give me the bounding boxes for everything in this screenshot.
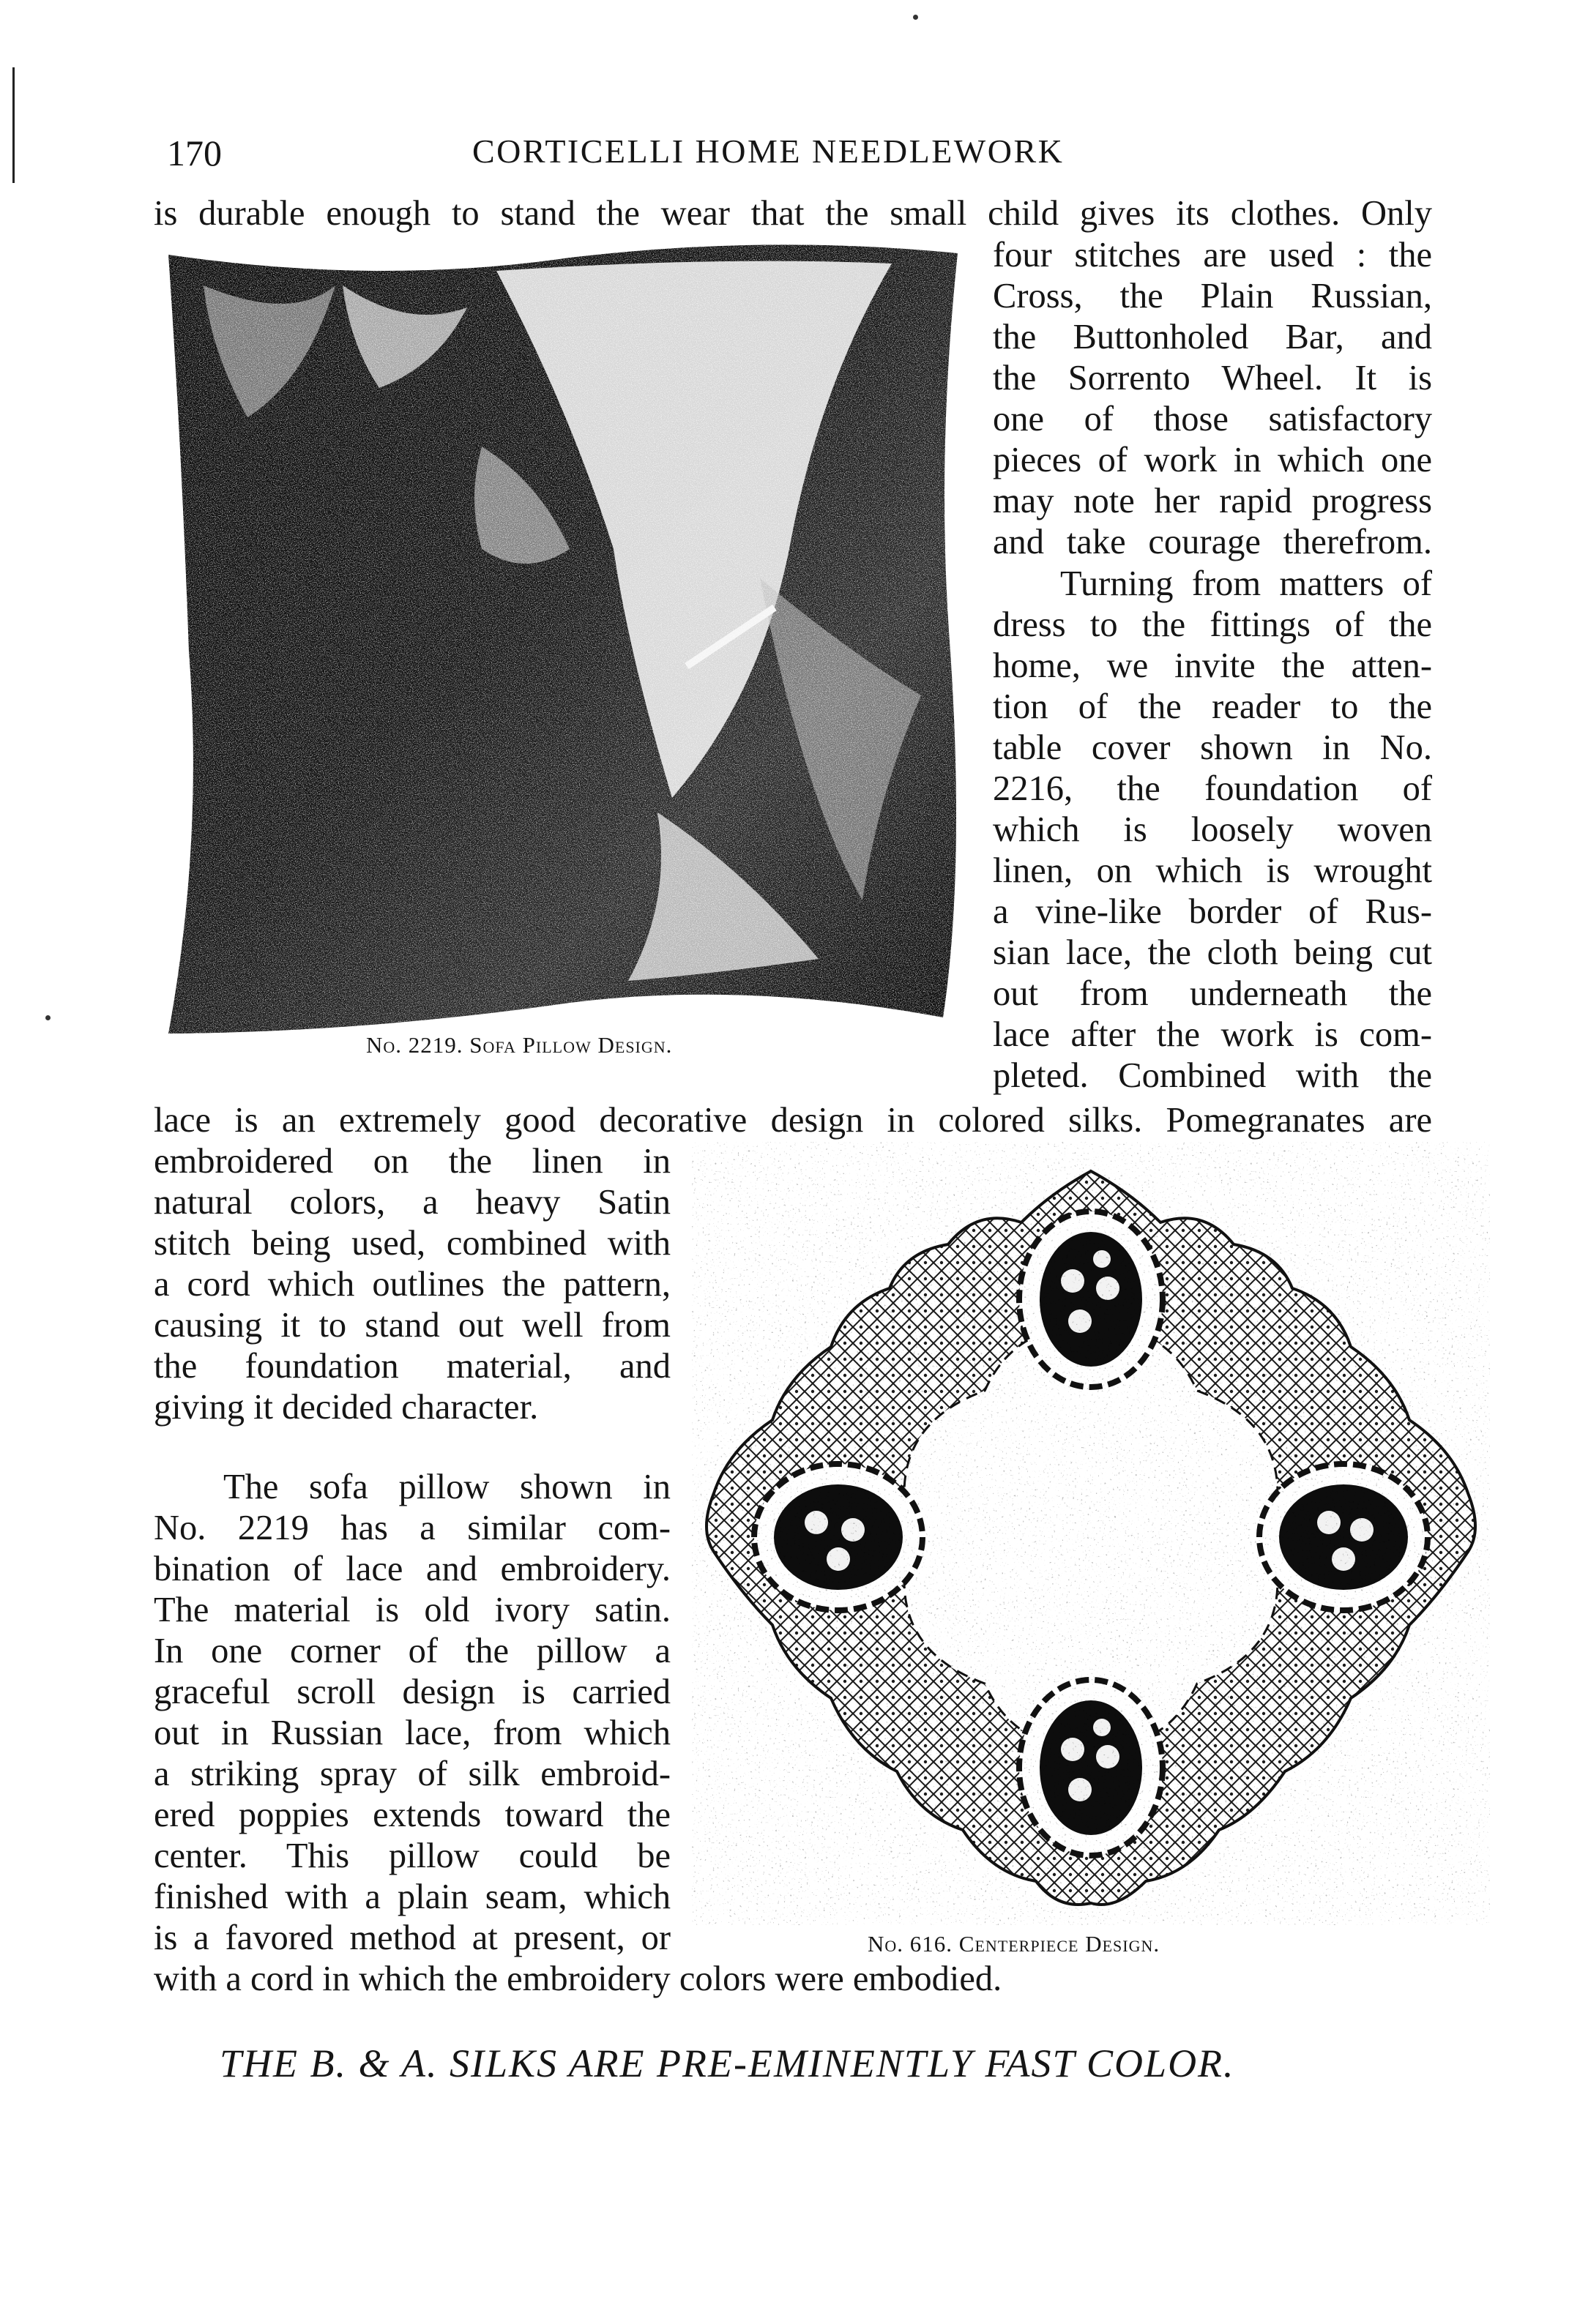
- body-line: one of those satisfactory: [993, 400, 1432, 438]
- body-line: 2216, the foundation of: [993, 769, 1432, 808]
- body-line: The material is old ivory satin.: [154, 1591, 671, 1629]
- margin-dot: [45, 1015, 51, 1020]
- body-line: lace after the work is com-: [993, 1015, 1432, 1054]
- body-line: which is loosely woven: [993, 810, 1432, 849]
- centerpiece-caption: No. 616. Centerpiece Design.: [868, 1931, 1160, 1957]
- body-line: giving it decided character.: [154, 1388, 539, 1427]
- body-line: ered poppies extends toward the: [154, 1796, 671, 1834]
- body-line: is a favored method at present, or: [154, 1918, 671, 1957]
- body-line: the Sorrento Wheel. It is: [993, 359, 1432, 397]
- body-line: stitch being used, combined with: [154, 1224, 671, 1263]
- body-line: Turning from matters of: [1060, 564, 1432, 603]
- body-line: embroidered on the linen in: [154, 1142, 671, 1181]
- body-line: four stitches are used : the: [993, 236, 1432, 274]
- body-line: home, we invite the atten-: [993, 646, 1432, 685]
- body-line: pleted. Combined with the: [993, 1056, 1432, 1095]
- body-line: out in Russian lace, from which: [154, 1714, 671, 1752]
- body-line: may note her rapid progress: [993, 482, 1432, 520]
- body-line: The sofa pillow shown in: [223, 1468, 671, 1506]
- body-line: a vine-like border of Rus-: [993, 892, 1432, 931]
- body-line: the foundation material, and: [154, 1347, 671, 1386]
- body-line: a cord which outlines the pattern,: [154, 1265, 671, 1304]
- body-line: table cover shown in No.: [993, 728, 1432, 767]
- body-line: No. 2219 has a similar com-: [154, 1509, 671, 1547]
- body-line: and take courage therefrom.: [993, 523, 1432, 561]
- running-title: CORTICELLI HOME NEEDLEWORK: [472, 132, 1065, 170]
- body-line: linen, on which is wrought: [993, 851, 1432, 890]
- body-line: natural colors, a heavy Satin: [154, 1183, 671, 1222]
- body-line: finished with a plain seam, which: [154, 1877, 671, 1916]
- pillow-caption: No. 2219. Sofa Pillow Design.: [366, 1032, 673, 1058]
- body-line: lace is an extremely good decorative design in colored silks. Pomegranates are: [154, 1101, 1432, 1140]
- body-line: a striking spray of silk embroid-: [154, 1755, 671, 1793]
- body-line: with a cord in which the embroidery colors were embodied.: [154, 1959, 1002, 1998]
- body-line: center. This pillow could be: [154, 1837, 671, 1875]
- body-line: sian lace, the cloth being cut: [993, 933, 1432, 972]
- body-line: bination of lace and embroidery.: [154, 1550, 671, 1588]
- body-line: Cross, the Plain Russian,: [993, 277, 1432, 315]
- body-line: In one corner of the pillow a: [154, 1632, 671, 1670]
- margin-dot: [913, 15, 918, 20]
- sofa-pillow-illustration: [160, 242, 972, 1048]
- body-line: dress to the fittings of the: [993, 605, 1432, 644]
- body-line: pieces of work in which one: [993, 441, 1432, 479]
- body-line: is durable enough to stand the wear that the small child gives its clothes. Only: [154, 194, 1432, 233]
- centerpiece-illustration: [692, 1142, 1490, 1925]
- body-line: out from underneath the: [993, 974, 1432, 1013]
- body-line: causing it to stand out well from: [154, 1306, 671, 1345]
- body-line: graceful scroll design is carried: [154, 1673, 671, 1711]
- margin-rule: [12, 67, 15, 183]
- footer-slogan: THE B. & A. SILKS ARE PRE-EMINENTLY FAST COLOR.: [220, 2041, 1235, 2085]
- page-number: 170: [167, 132, 222, 173]
- body-line: the Buttonholed Bar, and: [993, 318, 1432, 356]
- body-line: tion of the reader to the: [993, 687, 1432, 726]
